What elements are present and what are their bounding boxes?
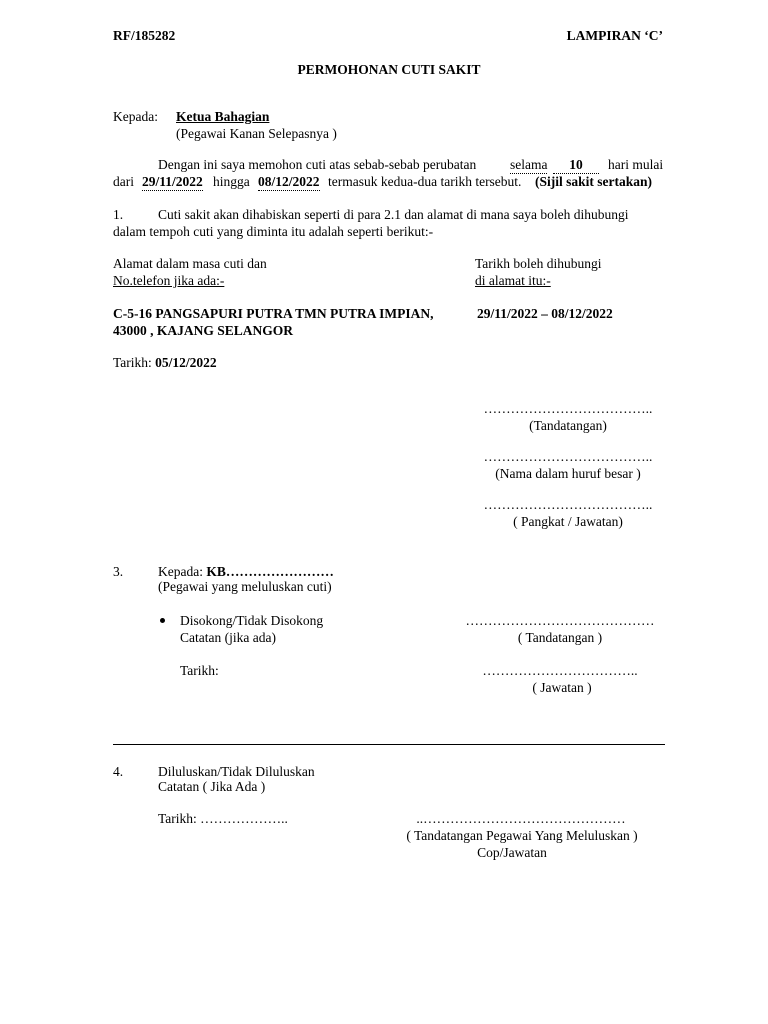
reference-number: RF/185282: [113, 28, 176, 43]
hari-mulai-label: hari mulai: [608, 157, 664, 172]
days-value: 10: [553, 157, 599, 174]
date-to: 08/12/2022: [258, 174, 320, 191]
section3-jawatan-label: ( Jawatan ): [532, 680, 592, 695]
section3-kepada-label: Kepada:: [158, 564, 203, 579]
form-title: PERMOHONAN CUTI SAKIT: [297, 62, 481, 77]
section3-jawatan-dots: ……………………………..: [482, 663, 638, 678]
section3-kepada: [158, 564, 334, 580]
section3-kepada-value: KB……………………: [206, 564, 334, 579]
catatan-label: Catatan (jika ada): [180, 630, 276, 645]
section1-line2: dalam tempoh cuti yang diminta itu adalah seperti berikut:-: [113, 224, 434, 239]
dari-label: dari: [113, 174, 134, 189]
signature-label: (Tandatangan): [529, 418, 607, 433]
intro-text: Dengan ini saya memohon cuti atas sebab-sebab perubatan: [158, 157, 477, 172]
diluluskan-label: Diluluskan/Tidak Diluluskan: [158, 764, 315, 779]
selama-label: selama: [510, 157, 547, 174]
section3-tarikh: Tarikh:: [180, 663, 219, 678]
section3-sub: (Pegawai yang meluluskan cuti): [158, 579, 332, 594]
pangkat-dots: ………………………………..: [483, 497, 653, 512]
section4-tarikh: Tarikh: ………………..: [158, 811, 288, 826]
address-line-1: C-5-16 PANGSAPURI PUTRA TMN PUTRA IMPIAN,: [113, 306, 434, 321]
approver-signature-label: ( Tandatangan Pegawai Yang Meluluskan ): [406, 828, 638, 843]
tarikh-label: [113, 355, 217, 371]
address-label-2: No.telefon jika ada:-: [113, 273, 225, 288]
section1-number: 1.: [113, 207, 124, 222]
section3-signature-dots: ……………………………………: [465, 613, 655, 628]
cop-jawatan-label: Cop/Jawatan: [477, 845, 547, 860]
tarikh-value: 05/12/2022: [155, 355, 217, 370]
approver-signature-dots: ..………………………………………: [416, 811, 626, 826]
address-line-2: 43000 , KAJANG SELANGOR: [113, 323, 294, 338]
signature-dots: ………………………………..: [483, 401, 653, 416]
kepada-label: Kepada:: [113, 109, 158, 124]
name-label: (Nama dalam huruf besar ): [495, 466, 641, 481]
hingga-label: hingga: [213, 174, 250, 189]
section3-signature-label: ( Tandatangan ): [517, 630, 603, 645]
contact-dates: 29/11/2022 – 08/12/2022: [477, 306, 613, 321]
name-dots: ………………………………..: [483, 449, 653, 464]
termasuk-text: termasuk kedua-dua tarikh tersebut.: [328, 174, 522, 189]
kepada-sub: (Pegawai Kanan Selepasnya ): [176, 126, 337, 141]
section4-catatan: Catatan ( Jika Ada ): [158, 779, 266, 794]
section-divider: [113, 744, 665, 745]
bullet-icon: [160, 618, 165, 623]
section1-line1: Cuti sakit akan dihabiskan seperti di para 2.1 dan alamat di mana saya boleh dihubungi: [158, 207, 629, 222]
section4-number: 4.: [113, 764, 124, 779]
kepada-name: Ketua Bahagian: [176, 109, 270, 124]
lampiran-label: LAMPIRAN ‘C’: [566, 28, 663, 43]
pangkat-label: ( Pangkat / Jawatan): [513, 514, 623, 529]
sijil-note: (Sijil sakit sertakan): [535, 174, 653, 189]
date-from: 29/11/2022: [142, 174, 203, 191]
disokong-label: Disokong/Tidak Disokong: [180, 613, 324, 628]
tarikh-label-text: Tarikh:: [113, 355, 152, 370]
contact-label-2: di alamat itu:-: [475, 273, 551, 288]
section3-number: 3.: [113, 564, 124, 579]
contact-label-1: Tarikh boleh dihubungi: [475, 256, 602, 271]
address-label-1: Alamat dalam masa cuti dan: [113, 256, 267, 271]
